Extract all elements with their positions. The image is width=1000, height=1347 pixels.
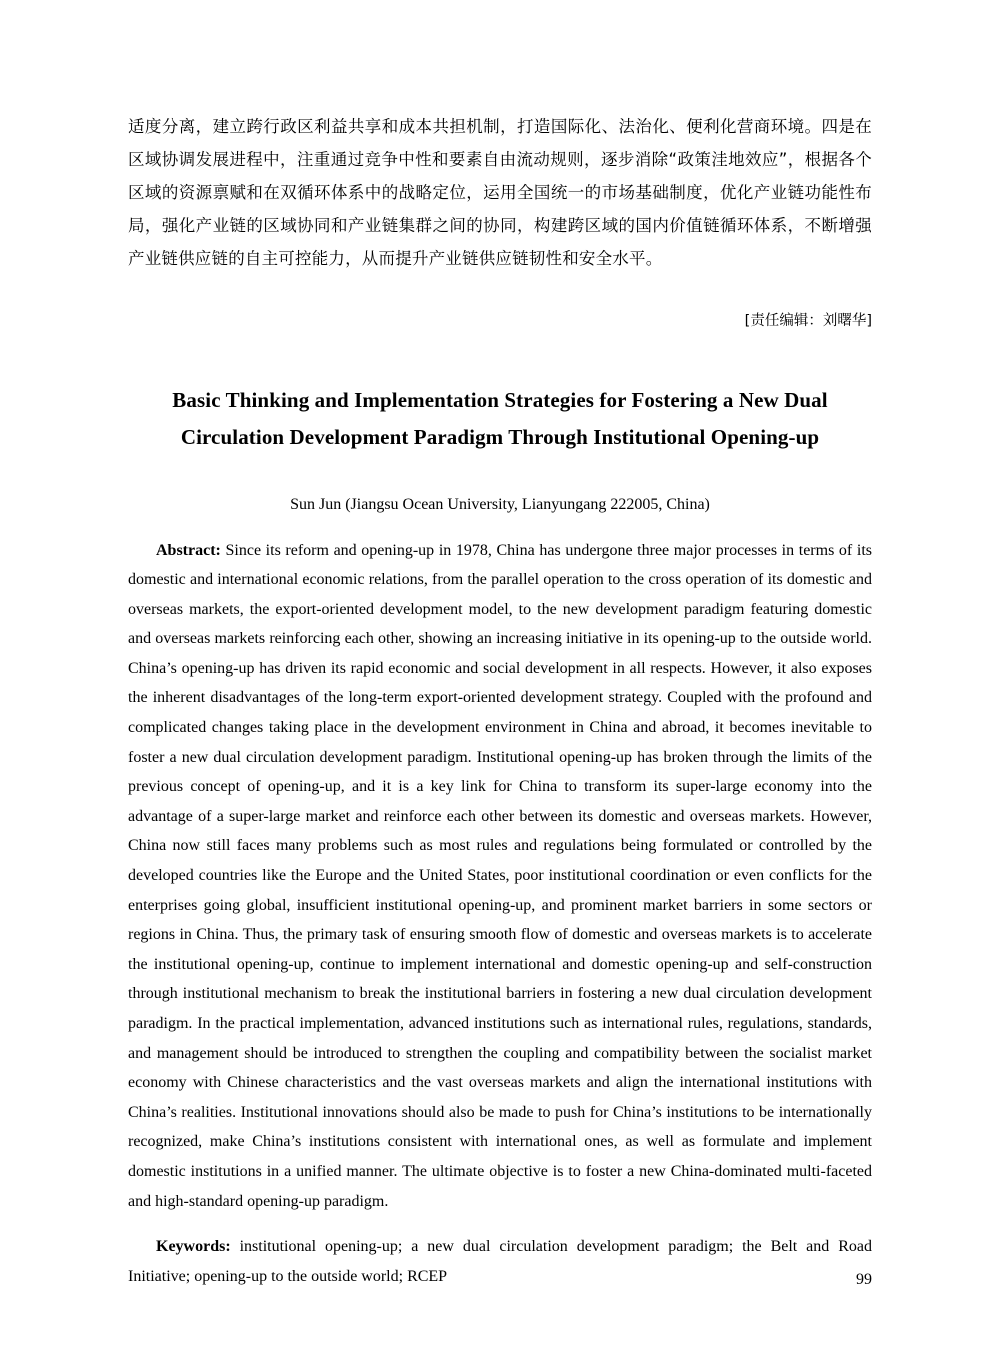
- english-article-title: [128, 382, 872, 456]
- page-number: 99: [856, 1271, 872, 1288]
- abstract-label: Abstract:: [156, 541, 221, 559]
- abstract-text: Since its reform and opening-up in 1978, China has undergone three major processes in terms of its domestic and international economic relations, from the parallel operation to the cross operation of its domestic and overseas markets, the export-oriented development model, to the new development paradigm featuring domestic and overseas markets reinforcing each other, showing an increasing initiative in its opening-up to the outside world. China’s opening-up has driven its rapid economic and social development in all respects. However, it also exposes the inherent disadvantages of the long-term export-oriented development strategy. Coupled with the profound and complicated changes taking place in the development environment in China and abroad, it becomes inevitable to foster a new dual circulation development paradigm. Institutional opening-up has broken through the limits of the previous concept of opening-up, and it is a key link for China to transform its super-large economy into the advantage of a super-large market and reinforce each other between its domestic and overseas markets. However, China now still faces many problems such as most rules and regulations being formulated or controlled by the developed countries like the Europe and the United States, poor institutional coordination or even conflicts for the enterprises going global, insufficient institutional opening-up, and prominent market barriers in some sectors or regions in China. Thus, the primary task of ensuring smooth flow of domestic and overseas markets is to accelerate the institutional opening-up, continue to implement international and domestic opening-up and self-construction through institutional mechanism to break the institutional barriers in fostering a new dual circulation development paradigm. In the practical implementation, advanced institutions such as international rules, regulations, standards, and management should be introduced to strengthen the coupling and compatibility between the socialist market economy with Chinese characteristics and the vast overseas markets and align the international institutions with China’s realities. Institutional innovations should also be made to push for China’s institutions to be internationally recognized, make China’s institutions consistent with international ones, as well as formulate and implement domestic institutions in a unified manner. The ultimate objective is to foster a new China-dominated multi-faceted and high-standard opening-up paradigm.: [128, 541, 872, 1210]
- chinese-body-paragraph: 适度分离，建立跨行政区利益共享和成本共担机制，打造国际化、法治化、便利化营商环境。四是在区域协调发展进程中，注重通过竞争中性和要素自由流动规则，逐步消除“政策洼地效应”，根据各个区域的资源禀赋和在双循环体系中的战略定位，运用全国统一的市场基础制度，优化产业链功能性布局，强化产业链的区域协同和产业链集群之间的协同，构建跨区域的国内价值链循环体系，不断增强产业链供应链的自主可控能力，从而提升产业链供应链韧性和安全水平。: [128, 117, 872, 268]
- english-title-line-1: Basic Thinking and Implementation Strategies for Fostering a New Dual: [172, 388, 828, 412]
- responsible-editor-note: [责任编辑：刘曙华]: [744, 313, 872, 329]
- keywords-paragraph: [128, 1232, 872, 1291]
- abstract-paragraph: [128, 536, 872, 1217]
- english-title-line-2: Circulation Development Paradigm Through Institutional Opening-up: [180, 424, 820, 449]
- author-affiliation: Sun Jun (Jiangsu Ocean University, Lianyungang 222005, China): [290, 495, 710, 513]
- keywords-label: Keywords:: [156, 1238, 231, 1256]
- keywords-text: institutional opening-up; a new dual circulation development paradigm; the Belt and Road Initiative; opening-up to the outside world; RCEP: [128, 1238, 872, 1285]
